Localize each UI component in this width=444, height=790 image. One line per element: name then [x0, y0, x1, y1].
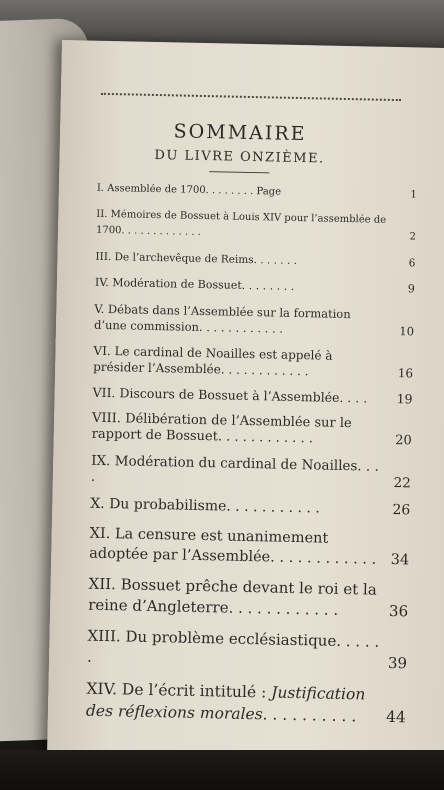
toc-entry — [86, 678, 407, 729]
toc-entry-page: 1 — [410, 189, 417, 201]
toc-entry-page: 39 — [387, 653, 408, 673]
toc-entry-text: III. De l’archevêque de Reims. . . . . . . — [95, 250, 298, 267]
toc-entry-page: 9 — [407, 282, 416, 296]
background-bottom — [0, 750, 444, 790]
toc-entry — [91, 453, 412, 492]
toc-entry-text: XI. La censure est unanimement adoptée par l’Assemblée. . . . . . . . . . . . — [89, 525, 377, 568]
toc-entry-page: 16 — [397, 366, 414, 381]
book-page — [47, 40, 444, 779]
toc-entry-text: XII. Bossuet prêche devant le roi et la reine d’Angleterre. . . . . . . . . . . . — [87, 574, 377, 619]
dotted-rule — [101, 93, 401, 101]
toc-entry-leader: . . . . . . . . . — [267, 705, 357, 726]
toc-entry-italic-title: Justification des réflexions morales. — [85, 683, 366, 724]
toc-entry — [95, 275, 415, 298]
toc-entry — [88, 574, 409, 623]
toc-entry-page: 19 — [396, 391, 413, 407]
toc-entry — [92, 411, 413, 450]
toc-entry — [87, 626, 408, 675]
toc-entry-page: 22 — [393, 475, 411, 492]
toc-entry — [90, 495, 410, 521]
toc-entry-page: 26 — [392, 502, 411, 519]
toc-entry-text: IV. Modération de Bossuet. . . . . . . . — [94, 275, 295, 293]
toc-entry-text: XIII. Du problème ecclésiastique. . . . . . — [86, 626, 380, 666]
toc-entry-page: 44 — [385, 707, 407, 727]
page-title: SOMMAIRE — [173, 120, 307, 146]
toc-entry-text: V. Débats dans l’Assemblée sur la formation d’une commission. . . . . . . . . . . . — [93, 301, 351, 336]
table-of-contents — [86, 181, 417, 739]
toc-entry-text: VI. Le cardinal de Noailles est appelé à présider l’Assemblée. . . . . . . . . . . . — [93, 343, 333, 379]
toc-entry-page: 20 — [394, 433, 412, 449]
toc-entry — [95, 249, 415, 272]
toc-entry — [97, 181, 417, 204]
toc-entry-page: 34 — [390, 552, 410, 569]
toc-entry — [92, 385, 412, 408]
subtitle-rule — [209, 171, 269, 173]
toc-entry-text: IX. Modération du cardinal de Noailles. . . . — [90, 452, 380, 485]
toc-entry — [94, 301, 415, 340]
toc-entry — [93, 343, 414, 382]
toc-entry — [96, 207, 417, 246]
toc-entry-page: 36 — [388, 601, 409, 621]
toc-entry-text: I. Assemblée de 1700. . . . . . . . Page — [96, 182, 282, 198]
toc-entry-text — [86, 678, 407, 729]
toc-entry-prefix: XIV. De l’écrit intitulé : — [86, 679, 272, 702]
toc-entry-text: VII. Discours de Bossuet à l’Assemblée. . . . — [92, 384, 368, 406]
toc-entry — [89, 524, 410, 571]
page-subtitle: DU LIVRE ONZIÈME. — [154, 147, 325, 167]
toc-entry-text: X. Du probabilisme. . . . . . . . . . . — [90, 495, 320, 517]
toc-entry-page: 2 — [409, 231, 417, 243]
toc-entry-page: 6 — [408, 257, 416, 270]
toc-entry-page: 10 — [399, 324, 415, 339]
toc-entry-text: II. Mémoires de Bossuet à Louis XIV pour l’assemblée de 1700. . . . . . . . . . . . . — [95, 208, 387, 238]
toc-entry-text: VIII. Délibération de l’Assemblée sur le rapport de Bossuet. . . . . . . . . . . . — [91, 410, 352, 447]
